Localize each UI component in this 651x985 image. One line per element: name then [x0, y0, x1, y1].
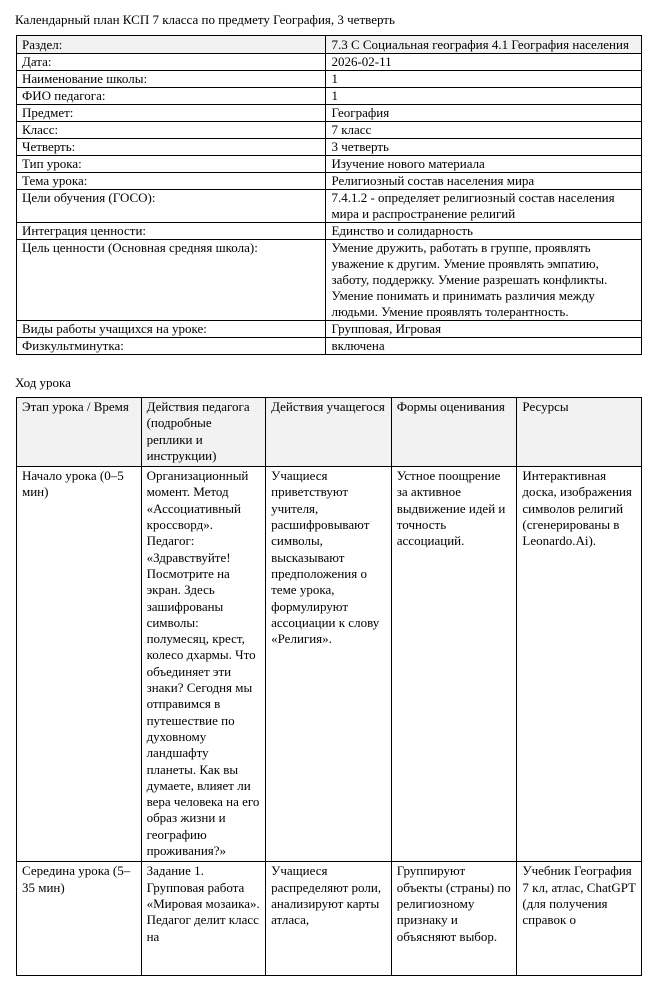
info-label: Четверть: — [17, 139, 326, 156]
info-value: 3 четверть — [326, 139, 642, 156]
info-row-goals — [17, 190, 642, 223]
info-value: 1 — [326, 88, 642, 105]
info-label: Наименование школы: — [17, 71, 326, 88]
info-row-topic — [17, 173, 642, 190]
table-cell: Задание 1. Групповая работа «Мировая мозаика». Педагог делит класс на — [141, 862, 266, 976]
column-header-stage: Этап урока / Время — [17, 398, 142, 467]
table-header-row — [17, 398, 642, 467]
table-cell: Учащиеся распределяют роли, анализируют карты атласа, — [266, 862, 392, 976]
info-value: Религиозный состав населения мира — [326, 173, 642, 190]
info-row-lesson-type — [17, 156, 642, 173]
info-label: Дата: — [17, 54, 326, 71]
column-header-assessment: Формы оценивания — [391, 398, 517, 467]
info-row-grade — [17, 122, 642, 139]
info-row-value-goal — [17, 240, 642, 321]
column-header-resources: Ресурсы — [517, 398, 642, 467]
info-row-date — [17, 54, 642, 71]
table-cell: Организационный момент. Метод «Ассоциативный кроссворд». Педагог: «Здравствуйте! Посмотрите на экран. Здесь зашифрованы символы: полумесяц, крест, колесо дхармы. Что объединяет эти знаки? Сегодня мы отправимся в путешествие по духовному ландшафту планеты. Как вы думаете, влияет ли вера человека на его образ жизни и географию проживания?» — [141, 467, 266, 862]
table-row — [17, 862, 642, 976]
info-value: включена — [326, 338, 642, 355]
lesson-flow-table — [16, 397, 642, 976]
info-row-school — [17, 71, 642, 88]
column-header-student: Действия учащегося — [266, 398, 392, 467]
info-label: Цель ценности (Основная средняя школа): — [17, 240, 326, 321]
info-label: Предмет: — [17, 105, 326, 122]
table-cell: Интерактивная доска, изображения символов религий (сгенерированы в Leonardo.Ai). — [517, 467, 642, 862]
table-cell: Середина урока (5–35 мин) — [17, 862, 142, 976]
info-label: Раздел: — [17, 36, 326, 54]
info-row-work-types — [17, 321, 642, 338]
info-value: Групповая, Игровая — [326, 321, 642, 338]
info-row-subject — [17, 105, 642, 122]
info-value: 7 класс — [326, 122, 642, 139]
document-title: Календарный план КСП 7 класса по предмету География, 3 четверть — [15, 12, 395, 27]
table-cell: Учащиеся приветствуют учителя, расшифровывают символы, высказывают предположения о теме урока, формулируют ассоциации к слову «Религия». — [266, 467, 392, 862]
info-row-section — [17, 36, 642, 54]
info-value: Единство и солидарность — [326, 223, 642, 240]
table-row — [17, 467, 642, 862]
lesson-flow-title: Ход урока — [15, 375, 71, 390]
table-cell: Группируют объекты (страны) по религиозному признаку и объясняют выбор. — [391, 862, 517, 976]
info-row-exercise — [17, 338, 642, 355]
info-value: 2026-02-11 — [326, 54, 642, 71]
info-value: 1 — [326, 71, 642, 88]
table-cell: Учебник География 7 кл, атлас, ChatGPT (для получения справок о — [517, 862, 642, 976]
info-label: Виды работы учащихся на уроке: — [17, 321, 326, 338]
info-label: Физкультминутка: — [17, 338, 326, 355]
info-row-teacher — [17, 88, 642, 105]
info-label: Тема урока: — [17, 173, 326, 190]
info-value: Изучение нового материала — [326, 156, 642, 173]
table-cell: Начало урока (0–5 мин) — [17, 467, 142, 862]
info-value: Умение дружить, работать в группе, проявлять уважение к другим. Умение проявлять эмпатию, заботу, поддержку. Умение разрешать конфликты. Умение понимать и принимать различия между людьми. Умение проявлять толерантность. — [326, 240, 642, 321]
info-value: 7.4.1.2 - определяет религиозный состав населения мира и распространение религий — [326, 190, 642, 223]
info-label: Цели обучения (ГОСО): — [17, 190, 326, 223]
info-value: География — [326, 105, 642, 122]
table-cell: Устное поощрение за активное выдвижение идей и точность ассоциаций. — [391, 467, 517, 862]
info-label: Тип урока: — [17, 156, 326, 173]
info-label: Класс: — [17, 122, 326, 139]
info-label: Интеграция ценности: — [17, 223, 326, 240]
info-row-quarter — [17, 139, 642, 156]
column-header-teacher: Действия педагога (подробные реплики и инструкции) — [141, 398, 266, 467]
info-label: ФИО педагога: — [17, 88, 326, 105]
info-row-value-integration — [17, 223, 642, 240]
info-value: 7.3 С Социальная география 4.1 География населения — [326, 36, 642, 54]
lesson-info-table — [16, 35, 642, 355]
